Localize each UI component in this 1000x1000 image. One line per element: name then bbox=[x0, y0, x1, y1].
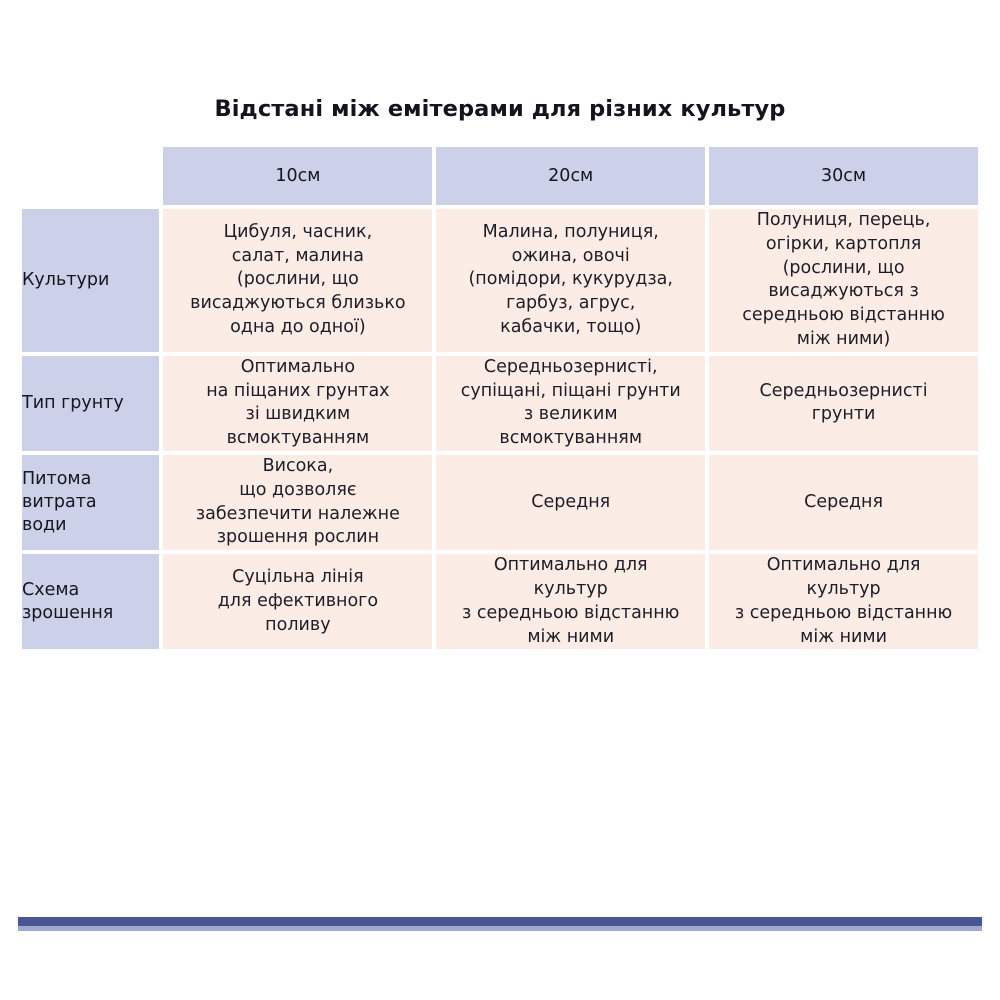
emitter-spacing-table bbox=[18, 143, 982, 653]
column-header-20cm: 20см bbox=[436, 147, 705, 205]
row-header-water-consumption: Питома витрата води bbox=[22, 455, 159, 550]
cell-crops-30cm: Полуниця, перець, огірки, картопля (рослини, що висаджуються з середньою відстанню між ними) bbox=[709, 209, 978, 352]
page-title: Відстані між емітерами для різних культур bbox=[214, 96, 786, 122]
table-header-row bbox=[22, 147, 978, 205]
cell-soil-10cm: Оптимально на піщаних грунтах зі швидким всмоктуванням bbox=[163, 356, 432, 451]
cell-crops-10cm: Цибуля, часник, салат, малина (рослини, що висаджуються близько одна до одної) bbox=[163, 209, 432, 352]
table-row bbox=[22, 356, 978, 451]
cell-scheme-30cm: Оптимально для культур з середньою відстанню між ними bbox=[709, 554, 978, 649]
column-header-30cm: 30см bbox=[709, 147, 978, 205]
table-row bbox=[22, 455, 978, 550]
cell-soil-20cm: Середньозернисті, супіщані, піщані грунти з великим всмоктуванням bbox=[436, 356, 705, 451]
cell-water-30cm: Середня bbox=[709, 455, 978, 550]
cell-scheme-10cm: Суцільна лінія для ефективного поливу bbox=[163, 554, 432, 649]
row-header-crops: Культури bbox=[22, 209, 159, 352]
column-header-10cm: 10см bbox=[163, 147, 432, 205]
footer-bar-light bbox=[18, 926, 982, 931]
footer-bar-dark bbox=[18, 917, 982, 926]
table-row bbox=[22, 209, 978, 352]
cell-water-20cm: Середня bbox=[436, 455, 705, 550]
row-header-soil-type: Тип грунту bbox=[22, 356, 159, 451]
table-corner-cell bbox=[22, 147, 159, 205]
row-header-irrigation-scheme: Схема зрошення bbox=[22, 554, 159, 649]
cell-water-10cm: Висока, що дозволяє забезпечити належне зрошення рослин bbox=[163, 455, 432, 550]
cell-soil-30cm: Середньозернисті грунти bbox=[709, 356, 978, 451]
cell-scheme-20cm: Оптимально для культур з середньою відстанню між ними bbox=[436, 554, 705, 649]
table-row bbox=[22, 554, 978, 649]
cell-crops-20cm: Малина, полуниця, ожина, овочі (помідори, кукурудза, гарбуз, агрус, кабачки, тощо) bbox=[436, 209, 705, 352]
